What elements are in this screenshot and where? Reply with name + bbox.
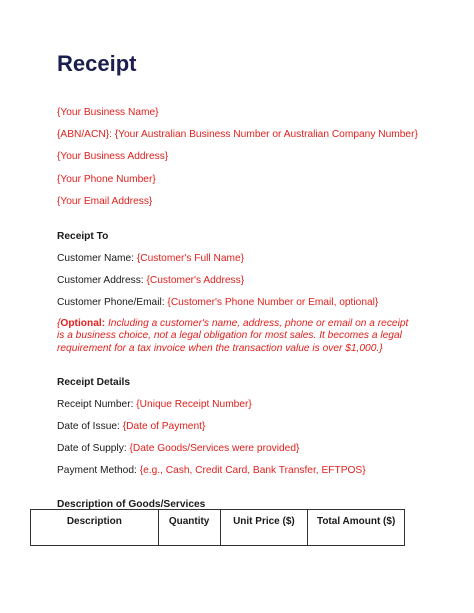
- column-header-description: Description: [31, 510, 159, 546]
- receipt-number-row: [57, 398, 252, 411]
- customer-name-row: [57, 252, 244, 265]
- business-phone: {Your Phone Number}: [57, 174, 156, 185]
- note-text: Including a customer's name, address, phone or email on a receipt is a business choice, not a legal obligation for most sales. It becomes a legal requirement for a tax invoice when the transaction value is over $1,000.}: [57, 318, 409, 354]
- column-header-unit-price: Unit Price ($): [220, 510, 308, 546]
- goods-table-header-row: [31, 510, 405, 546]
- goods-heading: Description of Goods/Services: [57, 499, 206, 510]
- optional-note: [57, 318, 417, 355]
- column-header-total-amount: Total Amount ($): [308, 510, 405, 546]
- customer-contact-value: {Customer's Phone Number or Email, optional}: [167, 297, 379, 308]
- customer-address-value: {Customer's Address}: [146, 275, 245, 286]
- date-of-issue-label: Date of Issue:: [57, 421, 123, 432]
- payment-method-value: {e.g., Cash, Credit Card, Bank Transfer, EFTPOS}: [139, 465, 366, 476]
- page-title: Receipt: [57, 51, 137, 76]
- date-of-supply-label: Date of Supply:: [57, 443, 130, 454]
- payment-method-row: [57, 464, 366, 477]
- date-of-supply-row: [57, 442, 299, 455]
- business-abn: {ABN/ACN}: {Your Australian Business Number or Australian Company Number}: [57, 129, 418, 140]
- date-of-supply-value: {Date Goods/Services were provided}: [129, 443, 300, 454]
- business-email: {Your Email Address}: [57, 196, 153, 207]
- customer-address-label: Customer Address:: [57, 275, 147, 286]
- column-header-quantity: Quantity: [158, 510, 220, 546]
- customer-name-label: Customer Name:: [57, 253, 137, 264]
- receipt-number-value: {Unique Receipt Number}: [136, 399, 252, 410]
- business-address: {Your Business Address}: [57, 151, 169, 162]
- date-of-issue-row: [57, 420, 205, 433]
- receipt-details-heading: Receipt Details: [57, 377, 131, 388]
- customer-contact-label: Customer Phone/Email:: [57, 297, 168, 308]
- customer-address-row: [57, 274, 244, 287]
- payment-method-label: Payment Method:: [57, 465, 140, 476]
- note-open-brace: {: [57, 318, 61, 329]
- date-of-issue-value: {Date of Payment}: [122, 421, 206, 432]
- business-name: {Your Business Name}: [57, 107, 159, 118]
- note-bold-label: Optional:: [60, 318, 106, 329]
- customer-name-value: {Customer's Full Name}: [136, 253, 245, 264]
- receipt-number-label: Receipt Number:: [57, 399, 137, 410]
- receipt-to-heading: Receipt To: [57, 231, 109, 242]
- goods-table: [30, 509, 405, 546]
- customer-contact-row: [57, 296, 378, 309]
